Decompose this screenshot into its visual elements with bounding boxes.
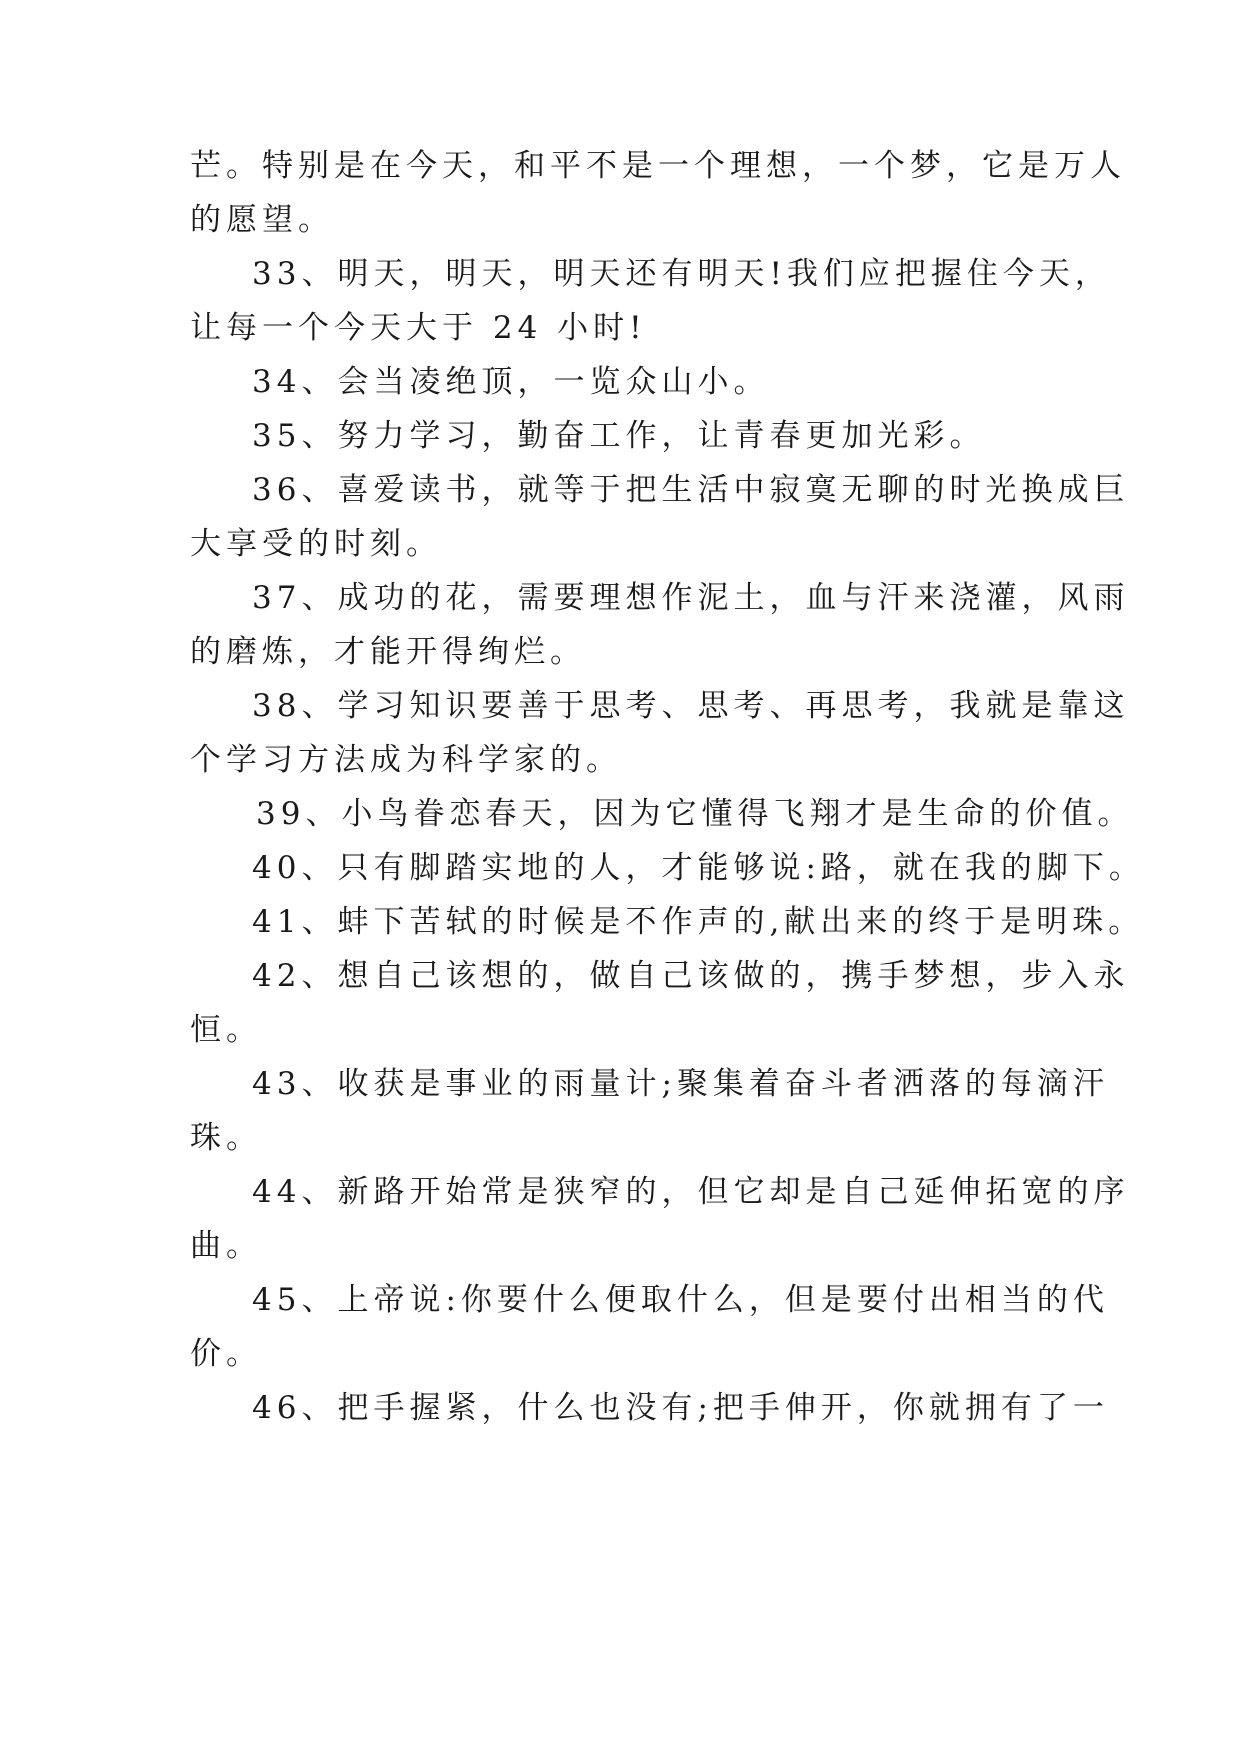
text-line: 33、明天，明天，明天还有明天!我们应把握住今天， — [252, 256, 1111, 292]
text-line: 38、学习知识要善于思考、思考、再思考，我就是靠这 — [252, 688, 1130, 724]
text-line: 45、上帝说:你要什么便取什么，但是要付出相当的代 — [252, 1282, 1109, 1318]
text-line: 36、喜爱读书，就等于把生活中寂寞无聊的时光换成巨 — [252, 472, 1130, 508]
text-line: 43、收获是事业的雨量计;聚集着奋斗者洒落的每滴汗 — [252, 1066, 1109, 1102]
text-line: 44、新路开始常是狭窄的，但它却是自己延伸拓宽的序 — [252, 1174, 1130, 1210]
text-line: 39、小鸟眷恋春天，因为它懂得飞翔才是生命的价值。 — [256, 796, 1134, 832]
text-line: 珠。 — [190, 1120, 262, 1156]
text-line: 价。 — [190, 1336, 262, 1372]
text-line: 37、成功的花，需要理想作泥土，血与汗来浇灌，风雨 — [252, 580, 1130, 616]
text-line: 42、想自己该想的，做自己该做的，携手梦想，步入永 — [252, 958, 1130, 994]
text-line: 芒。特别是在今天，和平不是一个理想，一个梦，它是万人 — [190, 148, 1126, 184]
text-line: 34、会当凌绝顶，一览众山小。 — [252, 364, 770, 400]
text-line: 曲。 — [190, 1228, 262, 1264]
text-line: 大享受的时刻。 — [190, 526, 442, 562]
text-line: 41、蚌下苦轼的时候是不作声的,献出来的终于是明珠。 — [252, 904, 1145, 940]
text-line: 的愿望。 — [190, 202, 334, 238]
text-line: 恒。 — [190, 1012, 262, 1048]
text-line: 个学习方法成为科学家的。 — [190, 742, 622, 778]
text-line: 让每一个今天大于 24 小时! — [190, 310, 647, 346]
text-line: 40、只有脚踏实地的人，才能够说:路，就在我的脚下。 — [252, 850, 1145, 886]
text-line: 的磨炼，才能开得绚烂。 — [190, 634, 586, 670]
text-line: 35、努力学习，勤奋工作，让青春更加光彩。 — [252, 418, 986, 454]
text-line: 46、把手握紧，什么也没有;把手伸开，你就拥有了一 — [252, 1390, 1109, 1426]
